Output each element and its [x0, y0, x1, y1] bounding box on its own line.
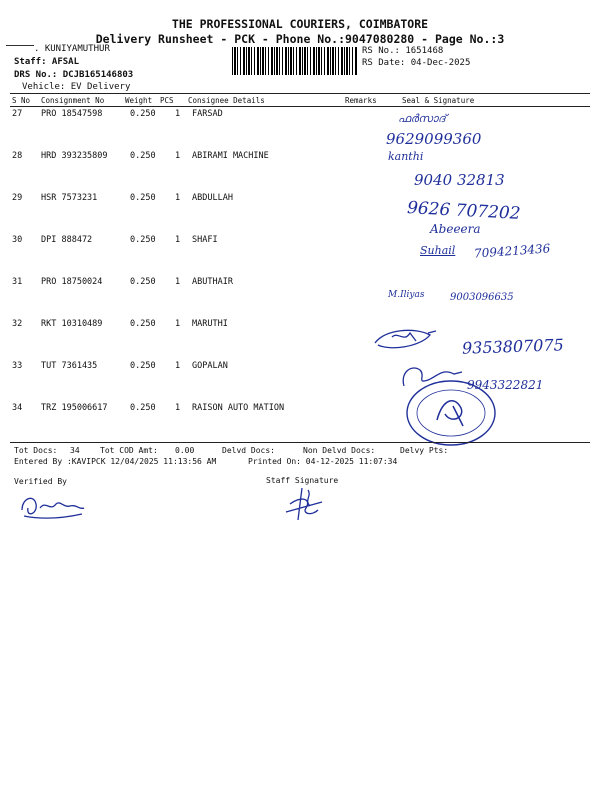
row-pcs: 1: [175, 235, 181, 245]
header-rule-top: [10, 93, 590, 94]
row-consignment-no: PRO 18547598: [41, 109, 103, 119]
row-pcs: 1: [175, 403, 181, 413]
col-sno: S No: [12, 96, 31, 105]
tot-cod-value: 0.00: [175, 446, 195, 455]
col-pcs: PCS: [160, 96, 174, 105]
branch-name: . KUNIYAMUTHUR: [34, 44, 110, 54]
row-consignment-no: RKT 10310489: [41, 319, 103, 329]
row-consignee: ABUTHAIR: [192, 277, 233, 287]
row-weight: 0.250: [130, 235, 156, 245]
staff-signature-label: Staff Signature: [266, 476, 339, 485]
handwriting-row30-phone: 7094213436: [473, 241, 551, 261]
handwriting-row27-phone: 9629099360: [386, 130, 482, 148]
row-weight: 0.250: [130, 403, 156, 413]
entered-by: Entered By :KAVIPCK 12/04/2025 11:13:56 AM: [14, 457, 217, 466]
signature-row32-scribble: [370, 325, 440, 355]
tot-docs-label: Tot Docs:: [14, 446, 58, 455]
handwriting-row29-sign: Abeeera: [430, 222, 481, 236]
rs-number: RS No.: 1651468: [362, 46, 444, 56]
row-pcs: 1: [175, 193, 181, 203]
row-weight: 0.250: [130, 109, 156, 119]
staff-signature: [282, 486, 332, 522]
row-consignment-no: DPI 888472: [41, 235, 93, 245]
printed-on: Printed On: 04-12-2025 11:07:34: [248, 457, 398, 466]
row-sno: 34: [12, 403, 23, 413]
row-consignee: FARSAD: [192, 109, 223, 119]
row-consignee: RAISON AUTO MATION: [192, 403, 285, 413]
handwriting-row30-name: Suhail: [420, 244, 456, 257]
row-weight: 0.250: [130, 277, 156, 287]
handwriting-row28-phone: 9040 32813: [414, 171, 505, 189]
col-consignee: Consignee Details: [188, 96, 265, 105]
row-consignment-no: TUT 7361435: [41, 361, 98, 371]
verified-by-label: Verified By: [14, 477, 67, 486]
tot-cod-label: Tot COD Amt:: [100, 446, 158, 455]
row-sno: 29: [12, 193, 23, 203]
handwriting-row32-phone: 9353807075: [461, 335, 565, 358]
row-sno: 31: [12, 277, 23, 287]
drs-number: DRS No.: DCJB165146803: [14, 70, 134, 80]
handwriting-row33-phone: 9943322821: [467, 378, 544, 392]
row-weight: 0.250: [130, 319, 156, 329]
header-rule-bottom: [10, 106, 590, 107]
row-consignee: ABIRAMI MACHINE: [192, 151, 269, 161]
staff-name: Staff: AFSAL: [14, 57, 80, 67]
row-weight: 0.250: [130, 151, 156, 161]
row-sno: 27: [12, 109, 23, 119]
row-sno: 28: [12, 151, 23, 161]
barcode: [232, 47, 357, 75]
row-consignee: ABDULLAH: [192, 193, 233, 203]
row-consignee: GOPALAN: [192, 361, 228, 371]
delvy-pts-label: Delvy Pts:: [400, 446, 449, 455]
handwriting-row31-name: M.Iliyas: [388, 290, 425, 300]
row-consignment-no: HSR 7573231: [41, 193, 98, 203]
row-consignment-no: TRZ 195006617: [41, 403, 108, 413]
runsheet-title: Delivery Runsheet - PCK - Phone No.:9047080280 - Page No.:3: [95, 32, 505, 46]
row-sno: 33: [12, 361, 23, 371]
tot-docs-value: 34: [70, 446, 80, 455]
verified-by-signature: [18, 490, 88, 522]
seal-stamp: [403, 378, 499, 448]
col-seal-signature: Seal & Signature: [402, 96, 475, 105]
row-pcs: 1: [175, 151, 181, 161]
non-delvd-docs-label: Non Delvd Docs:: [303, 446, 376, 455]
row-consignee: MARUTHI: [192, 319, 228, 329]
branch-dash: [6, 45, 34, 46]
handwriting-row28-name: kanthi: [388, 150, 424, 163]
row-weight: 0.250: [130, 361, 156, 371]
col-remarks: Remarks: [345, 96, 377, 105]
handwriting-row29-phone: 9626 707202: [406, 198, 522, 224]
delvd-docs-label: Delvd Docs:: [222, 446, 275, 455]
row-pcs: 1: [175, 319, 181, 329]
row-consignment-no: PRO 18750024: [41, 277, 103, 287]
footer-rule: [10, 442, 590, 443]
row-pcs: 1: [175, 361, 181, 371]
handwriting-row31-phone: 9003096635: [450, 292, 514, 303]
row-consignee: SHAFI: [192, 235, 218, 245]
vehicle-type: Vehicle: EV Delivery: [22, 82, 131, 92]
row-pcs: 1: [175, 109, 181, 119]
company-title: THE PROFESSIONAL COURIERS, COIMBATORE: [171, 17, 429, 31]
col-consignment: Consignment No: [41, 96, 105, 105]
row-pcs: 1: [175, 277, 181, 287]
row-consignment-no: HRD 393235809: [41, 151, 108, 161]
row-sno: 30: [12, 235, 23, 245]
rs-date: RS Date: 04-Dec-2025: [362, 58, 471, 68]
handwriting-row27-name: ഫർസാദ്: [398, 112, 446, 125]
row-sno: 32: [12, 319, 23, 329]
col-weight: Weight: [125, 96, 153, 105]
row-weight: 0.250: [130, 193, 156, 203]
